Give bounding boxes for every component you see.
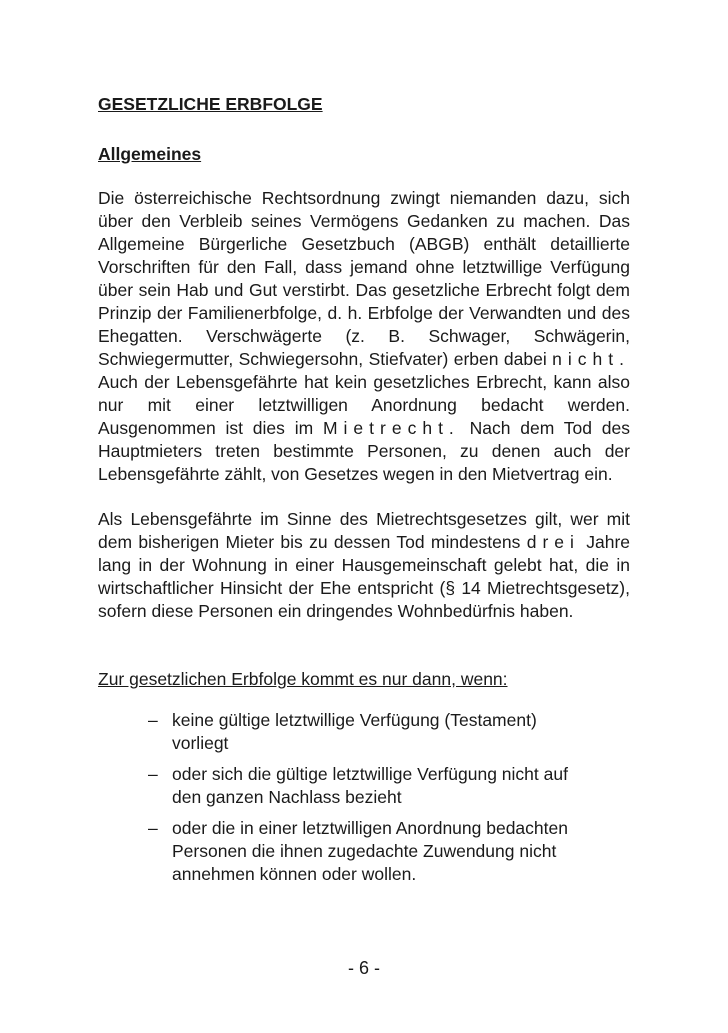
paragraph-intro-text-3: Nach dem Tod des Hauptmieters treten bestimmte Personen, zu denen auch der Lebensgefährte zählt, von Gesetzes wegen in den Mietvertrag ein. — [98, 418, 630, 484]
dash-bullet: – — [148, 710, 158, 730]
document-title: GESETZLICHE ERBFOLGE — [98, 94, 323, 114]
emphasis-drei: drei — [526, 532, 580, 552]
conditions-heading: Zur gesetzlichen Erbfolge kommt es nur dann, wenn: — [98, 669, 508, 689]
document-page — [98, 92, 630, 894]
list-item — [148, 763, 582, 809]
list-item-text: oder die in einer letztwilligen Anordnung bedachten Personen die ihnen zugedachte Zuwendung nicht annehmen können oder wollen. — [172, 818, 568, 884]
section-heading: Allgemeines — [98, 144, 202, 164]
dash-bullet: – — [148, 818, 158, 838]
page-number: - 6 - — [347, 958, 380, 978]
paragraph-lebensgefaehrte-text-2: Jahre lang in der Wohnung in einer Hausgemeinschaft gelebt hat, die in wirtschaftlicher Hinsicht der Ehe entspricht (§ 14 Mietrechtsgesetz), sofern diese Personen ein dringendes Wohnbedürfnis haben. — [98, 532, 631, 621]
emphasis-mietrecht: Mietrecht. — [322, 418, 460, 438]
emphasis-nicht: nicht. — [552, 349, 630, 369]
dash-bullet: – — [148, 764, 158, 784]
list-item — [148, 709, 582, 755]
list-item — [148, 817, 582, 886]
conditions-list — [98, 709, 630, 886]
paragraph-lebensgefaehrte — [98, 508, 630, 623]
list-item-text: keine gültige letztwillige Verfügung (Testament) vorliegt — [172, 710, 537, 753]
paragraph-lebensgefaehrte-text-1: Als Lebensgefährte im Sinne des Mietrechtsgesetzes gilt, wer mit dem bisherigen Mieter bis zu dessen Tod mindestens — [98, 509, 630, 552]
paragraph-intro-text-2: Auch der Lebensgefährte hat kein gesetzliches Erbrecht, kann also nur mit einer letztwilligen Anordnung bedacht werden. Ausgenommen ist dies im — [98, 372, 630, 438]
list-item-text: oder sich die gültige letztwillige Verfügung nicht auf den ganzen Nachlass bezieht — [172, 764, 568, 807]
paragraph-intro-text-1: Die österreichische Rechtsordnung zwingt niemanden dazu, sich über den Verbleib seines Vermögens Gedanken zu machen. Das Allgemeine Bürgerliche Gesetzbuch (ABGB) enthält detaillierte Vorschriften für den Fall, dass jemand ohne letztwillige Verfügung über sein Hab und Gut verstirbt. Das gesetzliche Erbrecht folgt dem Prinzip der Familienerbfolge, d. h. Erbfolge der Verwandten und des Ehegatten. Verschwägerte (z. B. Schwager, Schwägerin, Schwiegermutter, Schwiegersohn, Stiefvater) erben dabei — [98, 188, 630, 369]
paragraph-intro — [98, 187, 630, 486]
